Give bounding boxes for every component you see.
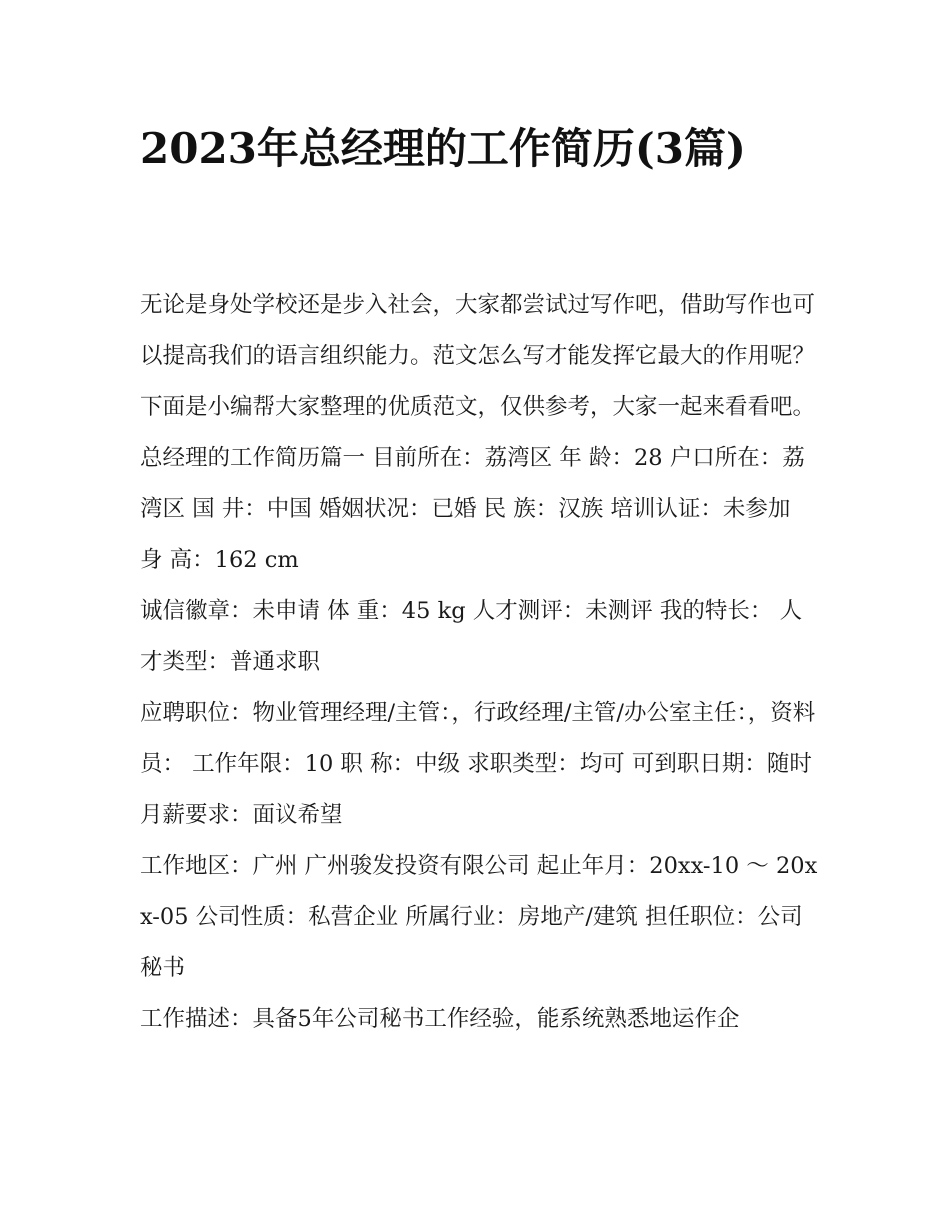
document-body: [140, 280, 820, 1045]
work-experience-paragraph: 工作地区：广州 广州骏发投资有限公司 起止年月：20xx-10 ～ 20xx-05 公司性质：私营企业 所属行业：房地产/建筑 担任职位：公司秘书: [140, 853, 818, 981]
job-intent-paragraph: 应聘职位：物业管理经理/主管：，行政经理/主管/办公室主任：，资料员： 工作年限：10 职 称：中级 求职类型：均可 可到职日期：随时 月薪要求：面议希望: [140, 700, 816, 828]
credentials-paragraph: 诚信徽章：未申请 体 重：45 kg 人才测评：未测评 我的特长： 人才类型：普通求职: [140, 598, 803, 675]
work-description-paragraph: 工作描述：具备5年公司秘书工作经验，能系统熟悉地运作企: [140, 1006, 740, 1032]
personal-info-paragraph: 总经理的工作简历篇一 目前所在：荔湾区 年 龄：28 户口所在：荔湾区 国 井：中国 婚姻状况：已婚 民 族：汉族 培训认证：未参加 身 高：162 cm: [140, 445, 805, 573]
document-title: 2023年总经理的工作简历(3篇): [140, 124, 746, 173]
intro-paragraph: 无论是身处学校还是步入社会，大家都尝试过写作吧，借助写作也可以提高我们的语言组织能力。范文怎么写才能发挥它最大的作用呢？下面是小编帮大家整理的优质范文，仅供参考，大家一起来看看吧。: [140, 292, 816, 420]
